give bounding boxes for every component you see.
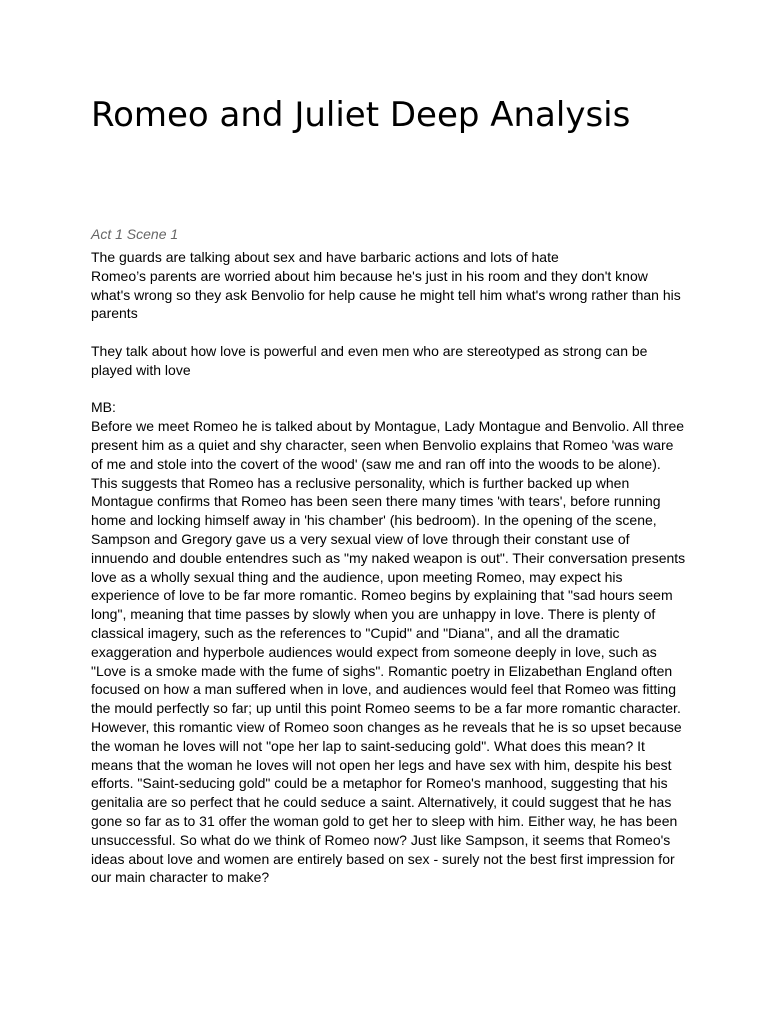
body-line: focused on how a man suffered when in love, and audiences would feel that Romeo was fitting [91,681,676,698]
body-line: Montague confirms that Romeo has been seen there many times 'with tears', before running [91,493,661,510]
body-line: love as a wholly sexual thing and the audience, upon meeting Romeo, may expect his [91,568,623,585]
body-line: of me and stole into the covert of the wood' (saw me and ran off into the woods to be alone). [91,455,661,472]
body-line: parents [91,305,138,322]
document-body [91,248,691,887]
body-line: classical imagery, such as the references to "Cupid" and "Diana", and all the dramatic [91,624,620,641]
body-line: means that the woman he loves will not open her legs and have sex with him, despite his best [91,756,672,773]
body-line: However, this romantic view of Romeo soon changes as he reveals that he is so upset because [91,718,682,735]
body-line: This suggests that Romeo has a reclusive personality, which is further backed up when [91,474,630,491]
body-line: exaggeration and hyperbole audiences would expect from someone deeply in love, such as [91,643,657,660]
body-line: home and locking himself away in 'his chamber' (his bedroom). In the opening of the scene, [91,512,657,529]
body-line: Before we meet Romeo he is talked about by Montague, Lady Montague and Benvolio. All three [91,418,685,435]
body-line: our main character to make? [91,869,270,886]
body-line: gone so far as to 31 offer the woman gold to get her to sleep with him. Either way, he has been [91,812,678,829]
body-line: They talk about how love is powerful and even men who are stereotyped as strong can be [91,342,648,359]
body-line: what's wrong so they ask Benvolio for help cause he might tell him what's wrong rather than his [91,286,681,303]
body-line: The guards are talking about sex and have barbaric actions and lots of hate [91,249,559,265]
body-line: unsuccessful. So what do we think of Romeo now? Just like Sampson, it seems that Romeo's [91,831,671,848]
blank-line [91,323,691,342]
document-title: Romeo and Juliet Deep Analysis [91,95,631,135]
body-line: ideas about love and women are entirely based on sex - surely not the best first impression for [91,850,675,867]
body-line: innuendo and double entendres such as "my naked weapon is out". Their conversation presents [91,549,686,566]
body-line: efforts. "Saint-seducing gold" could be a metaphor for Romeo's manhood, suggesting that his [91,775,668,792]
body-line: Romeo’s parents are worried about him because he's just in his room and they don't know [91,267,648,284]
body-line: MB: [91,399,116,416]
body-line: genitalia are so perfect that he could seduce a saint. Alternatively, it could suggest that he has [91,794,672,811]
body-line: the mould perfectly so far; up until this point Romeo seems to be a far more romantic character. [91,700,681,717]
body-line: played with love [91,361,191,378]
blank-line [91,380,691,399]
body-line: present him as a quiet and shy character, seen when Benvolio explains that Romeo 'was ware [91,436,674,453]
body-line: experience of love to be far more romantic. Romeo begins by explaining that "sad hours seem [91,587,673,604]
section-subtitle: Act 1 Scene 1 [91,226,179,242]
body-line: "Love is a smoke made with the fume of sighs". Romantic poetry in Elizabethan England often [91,662,673,679]
body-line: the woman he loves will not "ope her lap to saint-seducing gold". What does this mean? It [91,737,645,754]
body-line: Sampson and Gregory gave us a very sexual view of love through their constant use of [91,530,630,547]
body-line: long", meaning that time passes by slowly when you are unhappy in love. There is plenty of [91,606,656,623]
